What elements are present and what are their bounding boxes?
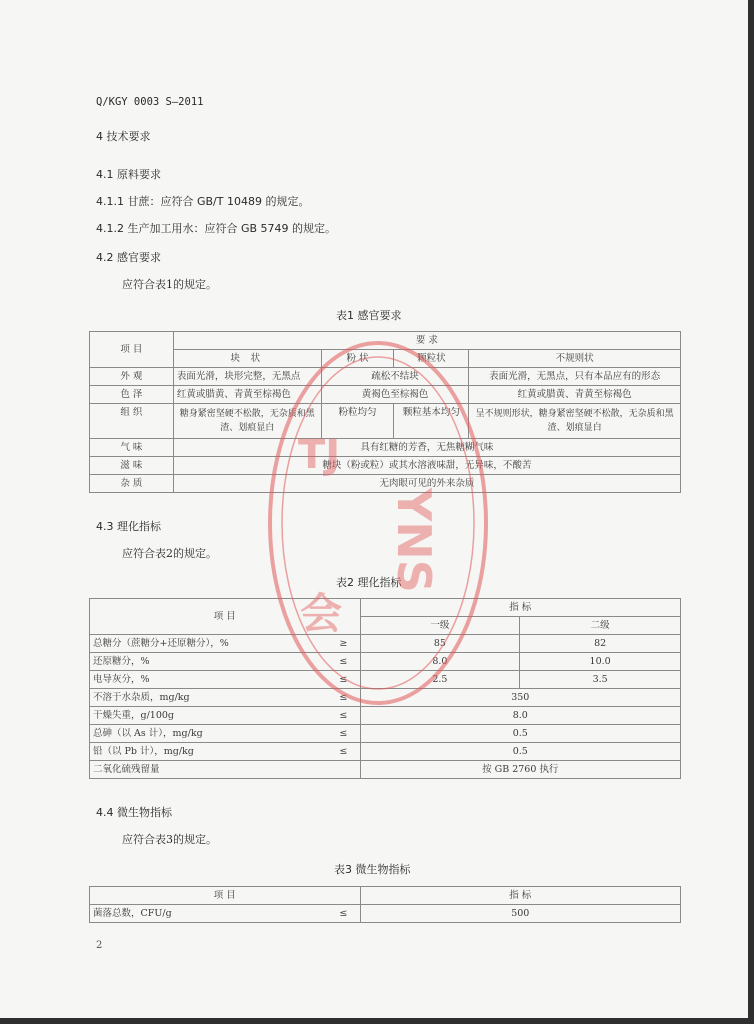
section-4-1-2-text: 4.1.2 生产加工用水：应符合 GB 5749 的规定。 (96, 222, 337, 235)
section-4-4-title: 4.4 微生物指标 (96, 806, 172, 819)
section-4-2-title: 4.2 感官要求 (96, 251, 161, 264)
table1-head-req: 要 求 (173, 332, 680, 350)
svg-text:YNS: YNS (387, 488, 441, 593)
operator: ≤ (327, 743, 360, 761)
table-cell: 红黄或腊黄、青黄至棕褐色 (469, 386, 681, 404)
operator: ≤ (327, 671, 360, 689)
svg-text:会: 会 (300, 589, 343, 638)
physchem-table (89, 598, 681, 779)
table-cell: 3.5 (520, 671, 681, 689)
table-cell: 糖身紧密坚硬不松散，无杂质和黑渣、划痕显白 (173, 404, 321, 439)
table-row-label: 色 泽 (90, 386, 174, 404)
operator: ≤ (327, 707, 360, 725)
table2-head-idx: 指 标 (360, 599, 680, 617)
table-row-label: 还原糖分，% (90, 653, 328, 671)
section-4-3-title: 4.3 理化指标 (96, 520, 161, 533)
table-row-label: 杂 质 (90, 475, 174, 493)
microbial-table (89, 886, 681, 923)
table-cell: 85 (360, 635, 520, 653)
table-row-label: 滋 味 (90, 457, 174, 475)
table1-sub-granule: 颗粒状 (394, 350, 469, 368)
operator: ≤ (327, 689, 360, 707)
table-cell: 糖块（粉或粒）或其水溶液味甜，无异味，不酸苦 (173, 457, 680, 475)
page-number: 2 (96, 940, 103, 951)
section-4-2-note: 应符合表1的规定。 (122, 278, 217, 291)
operator: ≤ (327, 725, 360, 743)
table-cell: 颗粒基本均匀 (394, 404, 469, 439)
table3-head-item: 项 目 (90, 887, 361, 905)
standard-code: Q/KGY 0003 S—2011 (96, 96, 204, 108)
section-4-3-note: 应符合表2的规定。 (122, 547, 217, 560)
svg-text:TJ: TJ (298, 432, 341, 478)
table-cell: 82 (520, 635, 681, 653)
table-cell: 350 (360, 689, 680, 707)
table-cell: 黄褐色至棕褐色 (321, 386, 469, 404)
table-cell: 8.0 (360, 653, 520, 671)
table-cell: 10.0 (520, 653, 681, 671)
table-cell: 8.0 (360, 707, 680, 725)
table-cell: 表面光滑，无黑点，只有本品应有的形态 (469, 368, 681, 386)
table2-grade1: 一级 (360, 617, 520, 635)
table2-caption: 表2 理化指标 (336, 576, 402, 589)
table-row-label: 总糖分（蔗糖分+还原糖分），% (90, 635, 328, 653)
table-cell: 表面光滑，块形完整，无黑点 (173, 368, 321, 386)
table-row-label: 气 味 (90, 439, 174, 457)
table-row-label: 总砷（以 As 计），mg/kg (90, 725, 328, 743)
table-cell: 0.5 (360, 743, 680, 761)
operator: ≥ (327, 635, 360, 653)
table2-head-item: 项 目 (90, 599, 361, 635)
table1-caption: 表1 感官要求 (336, 309, 402, 322)
table-row-label: 不溶于水杂质，mg/kg (90, 689, 328, 707)
table-row-label: 外 观 (90, 368, 174, 386)
section-4-4-note: 应符合表3的规定。 (122, 833, 217, 846)
table1-head-item: 项 目 (90, 332, 174, 368)
table1-sub-powder: 粉 状 (321, 350, 394, 368)
table-cell: 500 (360, 905, 680, 923)
table-cell: 粉粒均匀 (321, 404, 394, 439)
table-row-label: 电导灰分，% (90, 671, 328, 689)
table-cell: 呈不规则形状，糖身紧密坚硬不松散，无杂质和黑渣、划痕显白 (469, 404, 681, 439)
table1-sub-irregular: 不规则状 (469, 350, 681, 368)
table-row-label: 干燥失重，g/100g (90, 707, 328, 725)
table3-head-idx: 指 标 (360, 887, 680, 905)
table-cell: 具有红糖的芳香，无焦糖糊气味 (173, 439, 680, 457)
table-row-label: 组 织 (90, 404, 174, 439)
table-cell: 按 GB 2760 执行 (360, 761, 680, 779)
table-cell: 2.5 (360, 671, 520, 689)
operator: ≤ (327, 653, 360, 671)
table-cell: 疏松不结块 (321, 368, 469, 386)
table2-grade2: 二级 (520, 617, 681, 635)
table-cell: 无肉眼可见的外来杂质 (173, 475, 680, 493)
table-cell: 0.5 (360, 725, 680, 743)
section-4-1-title: 4.1 原料要求 (96, 168, 161, 181)
table-row-label: 菌落总数，CFU/g (90, 905, 328, 923)
operator: ≤ (327, 905, 360, 923)
table-row-label: 二氧化硫残留量 (90, 761, 328, 779)
table3-caption: 表3 微生物指标 (334, 863, 411, 876)
table-row-label: 铅（以 Pb 计），mg/kg (90, 743, 328, 761)
section-4-title: 4 技术要求 (96, 130, 151, 143)
sensory-table (89, 331, 681, 493)
table1-sub-block: 块 状 (173, 350, 321, 368)
operator (327, 761, 360, 779)
section-4-1-1-text: 4.1.1 甘蔗：应符合 GB/T 10489 的规定。 (96, 195, 310, 208)
table-cell: 红黄或腊黄、青黄至棕褐色 (173, 386, 321, 404)
